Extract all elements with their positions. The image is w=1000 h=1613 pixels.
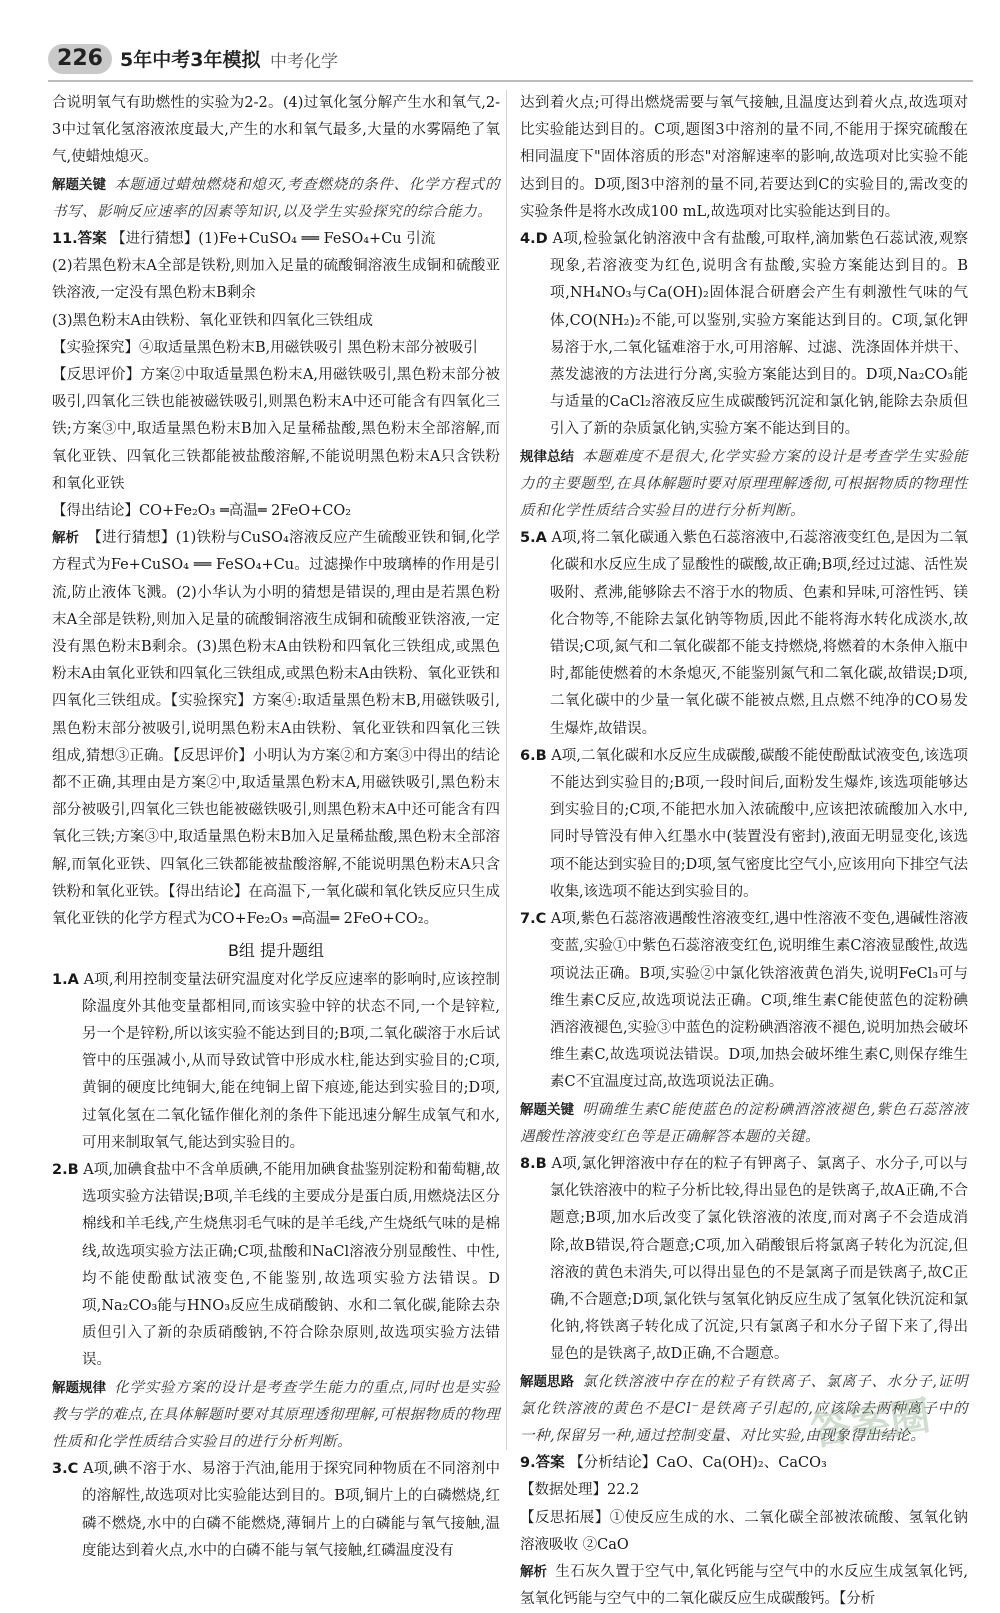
- paragraph: 达到着火点;可得出燃烧需要与氧气接触,且温度达到着火点,故选项对比实验能达到目的。C项,题图3中溶剂的量不同,不能用于探究硫酸在相同温度下"固体溶质的形态"对溶解速率的影响,故选项对比实验不能达到目的。D项,图3中溶剂的量不同,若要达到C的实验目的,需改变的实验条件是将水改成100 mL,故选项对比实验能达到目的。: [520, 95, 968, 220]
- answer-line: 11.答案 【进行猜想】(1)Fe+CuSO₄ ══ FeSO₄+Cu 引流: [52, 231, 436, 248]
- paragraph: 合说明氧气有助燃性的实验为2-2。(4)过氧化氢分解产生水和氧气,2-3中过氧化氢溶液浓度最大,产生的水和氧气最多,大量的水雾隔绝了氧气,使蜡烛熄灭。: [52, 95, 500, 166]
- section-title: B组 提升题组: [227, 941, 325, 961]
- question-number: 7.C: [520, 911, 547, 928]
- question-number: 8.B: [520, 1155, 547, 1172]
- answer-line: (2)若黑色粉末A全部是铁粉,则加入足量的硫酸铜溶液生成铜和硫酸亚铁溶液,一定没有黑色粉末B剩余: [52, 258, 500, 302]
- book-title: 5年中考3年模拟: [120, 49, 261, 71]
- note-block: [52, 172, 500, 226]
- column-divider: [506, 90, 507, 1450]
- note-tag: 解题思路: [520, 1373, 574, 1390]
- header-rule: [48, 80, 973, 82]
- note-text: 本题通过蜡烛燃烧和熄灭,考查燃烧的条件、化学方程式的书写、影响反应速率的因素等知识,以及学生实验探究的综合能力。: [52, 176, 500, 220]
- question-number: 3.C: [52, 1461, 79, 1478]
- question-number: 1.A: [52, 971, 79, 988]
- note-tag: 解题规律: [52, 1379, 106, 1396]
- analysis-block: 解析 生石灰久置于空气中,氧化钙能与空气中的水反应生成氢氧化钙,氢氧化钙能与空气中的二氧化碳反应生成碳酸钙。【分析: [520, 1559, 968, 1613]
- note-block: [520, 444, 968, 526]
- note-text: 氯化铁溶液中存在的粒子有铁离子、氯离子、水分子,证明氯化铁溶液的黄色不是Cl⁻是铁离子引起的,应该除去两种离子中的一种,保留另一种,通过控制变量、对比实验,由现象得出结论。: [520, 1373, 968, 1444]
- answer-line: (3)黑色粉末A由铁粉、氧化亚铁和四氧化三铁组成: [52, 312, 374, 329]
- note-text: 化学实验方案的设计是考查学生能力的重点,同时也是实验教与学的难点,在具体解题时要对其原理透彻理解,可根据物质的物理性质和化学性质结合实验目的进行分析判断。: [52, 1379, 500, 1450]
- question-item: 1.A A项,利用控制变量法研究温度对化学反应速率的影响时,应该控制除温度外其他变量都相同,而该实验中锌的状态不同,一个是锌粒,另一个是锌粉,所以该实验不能达到目的;B项,二氧化碳溶于水后试管中的压强减小,从而导致试管中形成水柱,能达到实验目的;C项,黄铜的硬度比纯铜大,能在纯铜上留下痕迹,能达到实验目的;D项,过氧化氢在二氧化锰作催化剂的条件下能迅速分解生成氧气和水,可用来制取氧气,能达到实验目的。: [52, 971, 501, 1151]
- watermark-logo: 答案圈: [807, 1392, 934, 1455]
- question-item: 4.D A项,检验氯化钠溶液中含有盐酸,可取样,滴加紫色石蕊试液,观察现象,若溶液变为红色,说明含有盐酸,实验方案能达到目的。B项,NH₄NO₃与Ca(OH)₂固体混合研磨会产生有刺激性气味的气体,CO(NH₂)₂不能,可以鉴别,实验方案能达到目的。C项,氯化钾易溶于水,二氧化锰难溶于水,可用溶解、过滤、洗涤固体并烘干、蒸发滤液的方法进行分离,实验方案能达到目的。D项,Na₂CO₃能与适量的CaCl₂溶液反应生成碳酸钙沉淀和氯化钠,能除去杂质但引入了新的杂质氯化钠,实验方案不能达到目的。: [520, 231, 969, 438]
- answer-line: 【反思评价】方案②中取适量黑色粉末A,用磁铁吸引,黑色粉末部分被吸引,四氧化三铁也能被磁铁吸引,则黑色粉末A中还可能含有四氧化三铁;方案③中,取适量黑色粉末B加入足量稀盐酸,黑色粉末全部溶解,而氧化亚铁、四氧化三铁都能被盐酸溶解,不能说明黑色粉末A只含铁粉和氧化亚铁: [52, 367, 500, 492]
- question-item: 5.A A项,将二氧化碳通入紫色石蕊溶液中,石蕊溶液变红色,是因为二氧化碳和水反应生成了显酸性的碳酸,故正确;B项,经过过滤、活性炭吸附、煮沸,能够除去不溶于水的物质、色素和异味,可溶性钙、镁化合物等,不能除去氯化钠等物质,因此不能将海水转化成淡水,故错误;C项,氮气和二氧化碳都不能支持燃烧,将燃着的木条伸入瓶中时,都能使燃着的木条熄灭,不能鉴别氮气和二氧化碳,故错误;D项,二氧化碳中的少量一氧化碳不能被点燃,且点燃不纯净的CO易发生爆炸,故错误。: [520, 530, 969, 737]
- question-number: 2.B: [52, 1161, 79, 1178]
- note-block: [520, 1097, 968, 1151]
- answer-line: 【得出结论】CO+Fe₂O₃ ═高温═ 2FeO+CO₂: [52, 503, 352, 520]
- answer-line: 【反思拓展】①使反应生成的水、二氧化碳全部被浓硫酸、氢氧化钠溶液吸收 ②CaO: [520, 1509, 968, 1553]
- question-number: 4.D: [520, 231, 548, 248]
- note-block: [52, 1375, 500, 1457]
- question-item: 8.B A项,氯化钾溶液中存在的粒子有钾离子、氯离子、水分子,可以与氯化铁溶液中的粒子分析比较,得出显色的是铁离子,故A正确,不合题意;B项,加水后改变了氯化铁溶液的浓度,而对离子不会造成消除,故B错误,符合题意;C项,加入硝酸银后将氯离子转化为沉淀,但溶液的黄色未消失,可以得出显色的不是氯离子而是铁离子,故C正确,不合题意;D项,氯化铁与氢氧化钠反应生成了氢氧化铁沉淀和氯化钠,将铁离子转化成了沉淀,只有氯离子和水分子留下来了,得出显色的是铁离子,故D正确,不合题意。: [520, 1155, 969, 1363]
- analysis-tag: 解析: [52, 530, 79, 547]
- note-tag: 解题关键: [520, 1101, 574, 1118]
- answer-line: 【实验探究】④取适量黑色粉末B,用磁铁吸引 黑色粉末部分被吸引: [52, 339, 478, 356]
- answer-line: 【数据处理】22.2: [520, 1482, 640, 1499]
- question-number: 5.A: [520, 530, 547, 547]
- note-tag: 解题关键: [52, 176, 106, 193]
- left-column: [52, 90, 501, 1559]
- question-number: 11.答案: [52, 231, 107, 248]
- analysis-tag: 解析: [520, 1563, 547, 1580]
- question-item: 3.C A项,碘不溶于水、易溶于汽油,能用于探究同种物质在不同溶剂中的溶解性,故选项对比实验能达到目的。B项,铜片上的白磷燃烧,红磷不燃烧,水中的白磷不能燃烧,薄铜片上的白磷能与氧气接触,温度能达到着火点,水中的白磷不能与氧气接触,红磷温度没有: [52, 1461, 501, 1559]
- page-header: [0, 0, 1000, 86]
- note-tag: 规律总结: [520, 448, 574, 465]
- question-number: 6.B: [520, 747, 547, 764]
- question-item: 6.B A项,二氧化碳和水反应生成碳酸,碳酸不能使酚酞试液变色,该选项不能达到实验目的;B项,一段时间后,面粉发生爆炸,该选项能够达到实验目的;C项,不能把水加入浓硫酸中,应该把浓硫酸加入水中,同时导管没有伸入红墨水中(装置没有密封),液面无明显变化,该选项不能达到实验目的;D项,氢气密度比空气小,应该用向下排空气法收集,该选项不能达到实验目的。: [520, 747, 969, 900]
- answer-line: 9.答案 【分析结论】CaO、Ca(OH)₂、CaCO₃: [520, 1455, 827, 1472]
- question-number: 9.答案: [520, 1455, 565, 1472]
- question-item: 7.C A项,紫色石蕊溶液遇酸性溶液变红,遇中性溶液不变色,遇碱性溶液变蓝,实验①中紫色石蕊溶液变红色,说明维生素C溶液显酸性,故选项说法正确。B项,实验②中氯化铁溶液黄色消失,说明FeCl₃可与维生素C反应,故选项说法正确。C项,维生素C能使蓝色的淀粉碘酒溶液褪色,实验③中蓝色的淀粉碘酒溶液不褪色,说明加热会破坏维生素C,故选项说法错误。D项,加热会破坏维生素C,则保存维生素C不宜温度过高,故选项说法正确。: [520, 911, 969, 1091]
- question-item: 2.B A项,加碘食盐中不含单质碘,不能用加碘食盐鉴别淀粉和葡萄糖,故选项实验方法错误;B项,羊毛线的主要成分是蛋白质,用燃烧法区分棉线和羊毛线,产生烧焦羽毛气味的是羊毛线,产生烧纸气味的是棉线,故选项实验方法正确;C项,盐酸和NaCl溶液分别显酸性、中性,均不能使酚酞试液变色,不能鉴别,故选项实验方法错误。D项,Na₂CO₃能与HNO₃反应生成硝酸钠、水和二氧化碳,能除去杂质但引入了新的杂质硝酸钠,不符合除杂原则,故选项实验方法错误。: [52, 1161, 501, 1369]
- analysis-block: 解析 【进行猜想】(1)铁粉与CuSO₄溶液反应产生硫酸亚铁和铜,化学方程式为Fe+CuSO₄ ══ FeSO₄+Cu。过滤操作中玻璃棒的作用是引流,防止液体飞溅。(2)小华认为小明的猜想是错误的,理由是若黑色粉末A全部是铁粉,则加入足量的硫酸铜溶液生成铜和硫酸亚铁溶液,一定没有黑色粉末B剩余。(3)黑色粉末A由铁粉和四氧化三铁组成,或黑色粉末A由氧化亚铁和四氧化三铁组成,或黑色粉末A由铁粉、氧化亚铁和四氧化三铁组成。【实验探究】方案④:取适量黑色粉末B,用磁铁吸引,黑色粉末部分被吸引,说明黑色粉末A由铁粉、氧化亚铁和四氧化三铁组成,猜想③正确。【反思评价】小明认为方案②和方案③中得出的结论都不正确,其理由是方案②中,取适量黑色粉末A,用磁铁吸引,黑色粉末部分被吸引,四氧化三铁也能被磁铁吸引,则黑色粉末A中还可能含有四氧化三铁;方案③中,取适量黑色粉末B加入足量稀盐酸,黑色粉末全部溶解,而氧化亚铁、四氧化三铁都能被盐酸溶解,不能说明黑色粉末A只含铁粉和氧化亚铁。【得出结论】在高温下,一氧化碳和氧化铁反应只生成氧化亚铁的化学方程式为CO+Fe₂O₃ ═高温═ 2FeO+CO₂。: [52, 525, 500, 933]
- page-number: 226: [48, 44, 112, 74]
- note-text: 本题难度不是很大,化学实验方案的设计是考查学生实验能力的主要题型,在具体解题时要对原理理解透彻,可根据物质的物理性质和化学性质结合实验目的进行分析判断。: [520, 448, 968, 520]
- subject-label: 中考化学: [270, 52, 338, 72]
- note-text: 明确维生素C能使蓝色的淀粉碘酒溶液褪色,紫色石蕊溶液遇酸性溶液变红色等是正确解答本题的关键。: [520, 1101, 968, 1145]
- right-column: [520, 90, 969, 1608]
